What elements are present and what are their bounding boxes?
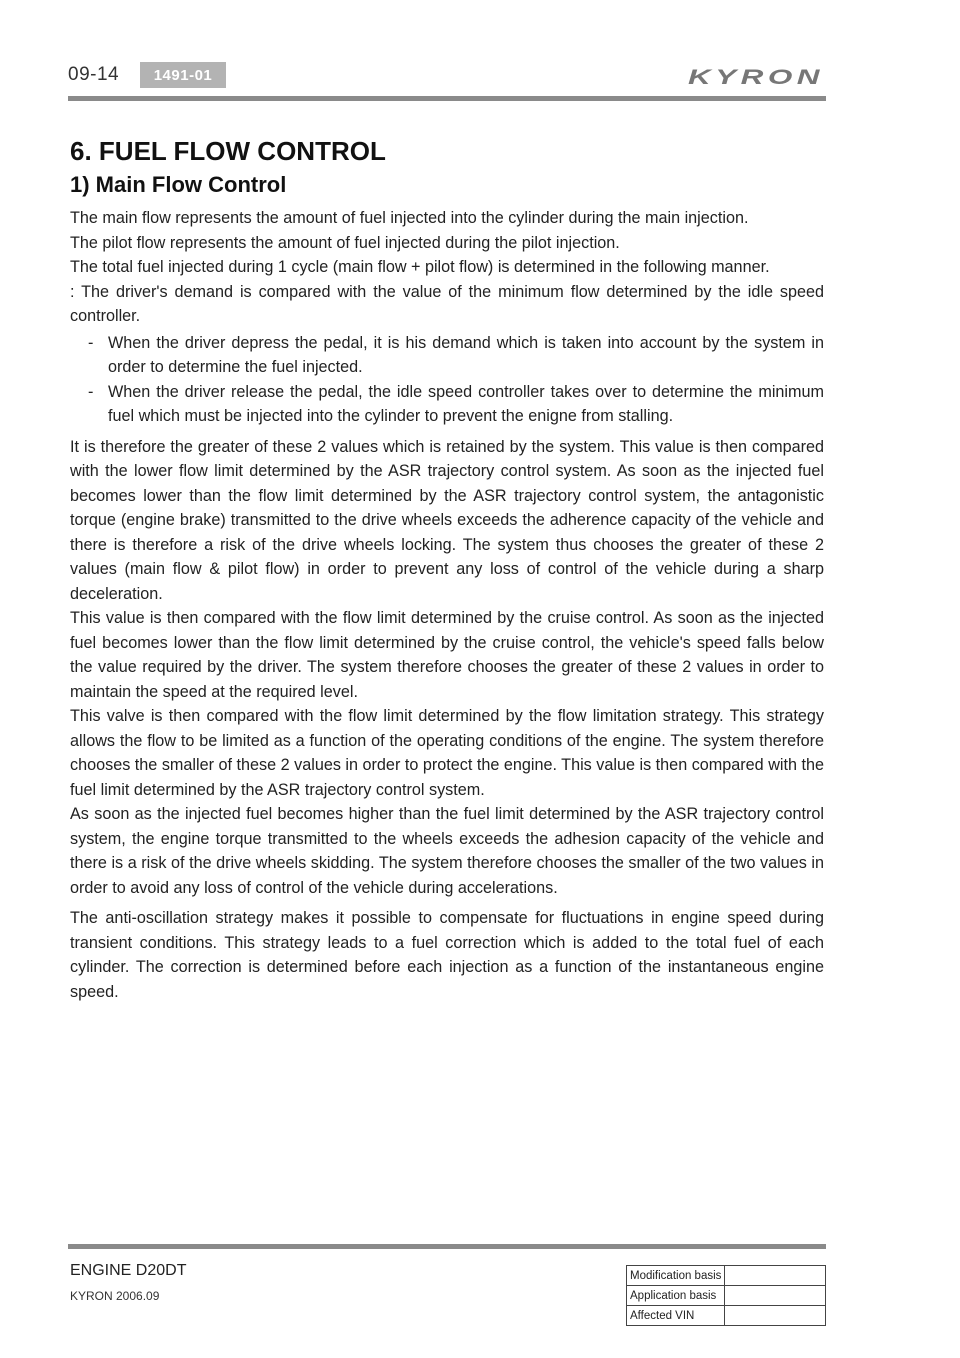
table-cell-value	[725, 1286, 826, 1306]
table-cell-label: Application basis	[627, 1286, 725, 1306]
table-cell-value	[725, 1306, 826, 1326]
intro-paragraph: The total fuel injected during 1 cycle (main flow + pilot flow) is determined in the following manner.	[70, 258, 770, 276]
body-paragraph: It is therefore the greater of these 2 values which is retained by the system. This value is then compared with the lower flow limit determined by the ASR trajectory control system. As soon as the injected fuel becomes lower than the flow limit determined by the ASR trajectory control system, the antagonistic torque (engine brake) transmitted to the drive wheels exceeds the adherence capacity of the vehicle and there is therefore a risk of the drive wheels locking. The system thus chooses the greater of these 2 values (main flow & pilot flow) in order to prevent any loss of control of the vehicle during a sharp deceleration.	[70, 437, 824, 603]
list-item-text: When the driver depress the pedal, it is his demand which is taken into account by the system in order to determine the fuel injected.	[108, 333, 824, 376]
footer-engine-label: ENGINE D20DT	[70, 1262, 187, 1279]
intro-paragraph: : The driver's demand is compared with the value of the minimum flow determined by the idle speed controller.	[70, 282, 824, 325]
table-row	[627, 1306, 826, 1326]
list-item	[70, 380, 824, 429]
intro-paragraph: The pilot flow represents the amount of fuel injected during the pilot injection.	[70, 233, 620, 252]
main-content	[70, 134, 824, 1004]
table-cell-label: Affected VIN	[627, 1306, 725, 1326]
list-item	[70, 331, 824, 380]
dash-marker: -	[88, 333, 94, 352]
section-title: 6. FUEL FLOW CONTROL	[70, 136, 386, 166]
footer-model-label: KYRON 2006.09	[70, 1289, 160, 1303]
table-cell-label: Modification basis	[627, 1266, 725, 1286]
table-row	[627, 1266, 826, 1286]
body-paragraph: This value is then compared with the flow limit determined by the cruise control. As soon as the injected fuel becomes lower than the flow limit determined by the cruise control, the vehicle's speed falls below the value required by the driver. The system therefore chooses the greater of these 2 values in order to maintain the speed at the required level.	[70, 609, 824, 701]
body-paragraph: As soon as the injected fuel becomes higher than the fuel limit determined by the ASR trajectory control system, the engine torque transmitted to the wheels exceeds the adhesion capacity of the vehicle and there is a risk of the drive wheels skidding. The system therefore chooses the smaller of the two values in order to avoid any loss of control of the vehicle during accelerations.	[70, 805, 824, 897]
page-header	[68, 56, 826, 102]
table-cell-value	[725, 1266, 826, 1286]
header-divider	[68, 96, 826, 101]
intro-paragraph: The main flow represents the amount of fuel injected into the cylinder during the main injection.	[70, 209, 749, 227]
footer-divider	[68, 1244, 826, 1249]
page-number: 09-14	[68, 64, 120, 85]
body-paragraph: This valve is then compared with the flow limit determined by the flow limitation strategy. This strategy allows the flow to be limited as a function of the operating conditions of the engine. The system therefore chooses the smaller of these 2 values in order to protect the engine. This value is then compared with the fuel limit determined by the ASR trajectory control system.	[70, 707, 824, 799]
table-row	[627, 1286, 826, 1306]
list-item-text: When the driver release the pedal, the idle speed controller takes over to determine the minimum fuel which must be injected into the cylinder to prevent the enigne from stalling.	[108, 382, 824, 425]
body-paragraph: The anti-oscillation strategy makes it possible to compensate for fluctuations in engine speed during transient conditions. This strategy leads to a fuel correction which is added to the total fuel of each cylinder. The correction is determined before each injection as a function of the instantaneous engine speed.	[70, 909, 824, 1001]
kyron-logo	[686, 66, 826, 88]
dash-marker: -	[88, 382, 94, 401]
logo-text: KYRON	[688, 66, 824, 88]
basis-table	[626, 1265, 826, 1326]
bullet-list	[70, 331, 824, 429]
section-code-badge: 1491-01	[140, 62, 226, 88]
subsection-title: 1) Main Flow Control	[70, 172, 287, 197]
